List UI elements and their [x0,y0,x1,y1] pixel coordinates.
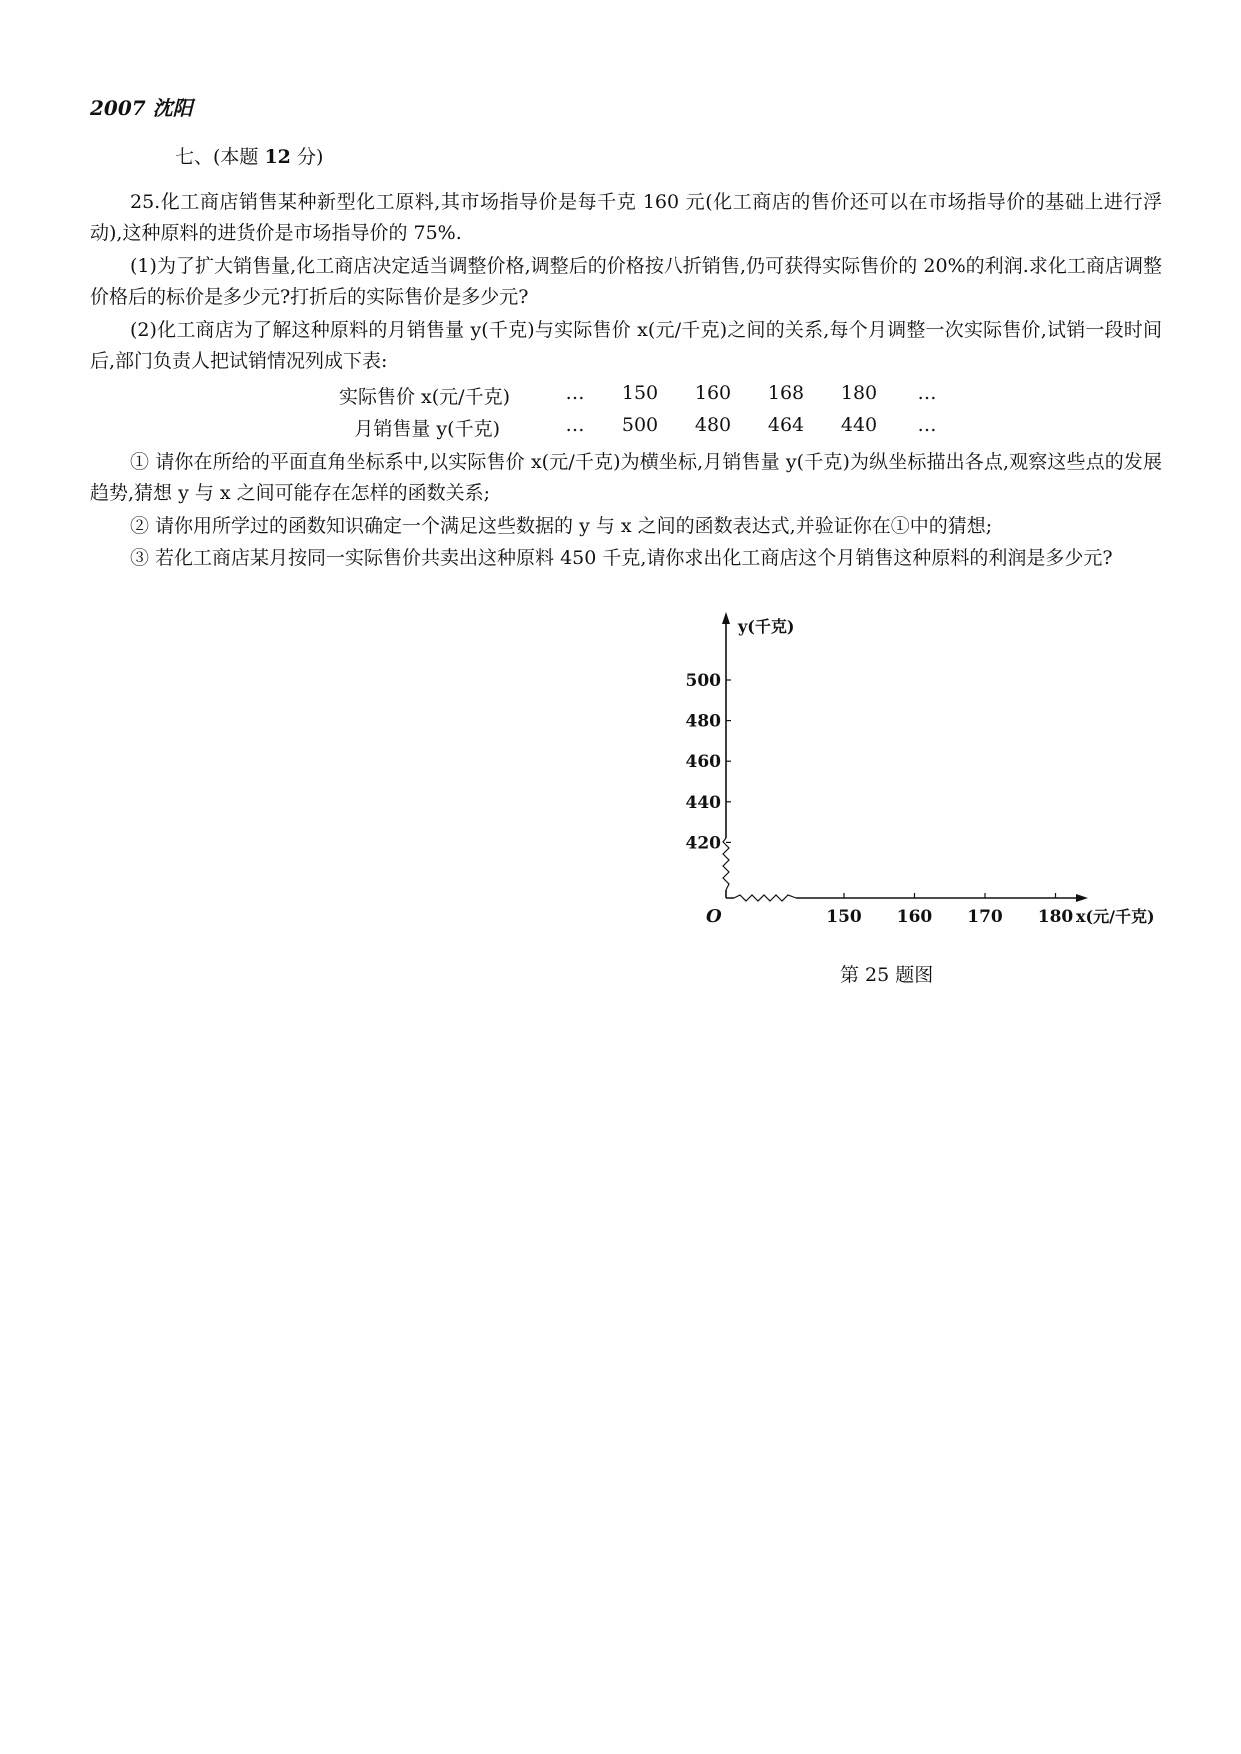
page-header: 2007 沈阳 [90,96,193,120]
table-cell: … [917,414,937,436]
table-row-price [0,382,1241,412]
origin-label: O [706,906,722,927]
table-cell: 150 [621,382,659,404]
table-row-label: 月销售量 y(千克) [354,418,500,440]
problem-intro: 25.化工商店销售某种新型化工原料,其市场指导价是每千克 160 元(化工商店的售价还可以在市场指导价的基础上进行浮动),这种原料的进货价是市场指导价的 75%. [90,191,1162,244]
table-cell: 440 [840,414,878,436]
table-row-sales [0,414,1241,444]
table-cell: 500 [621,414,659,436]
x-tick-label: 160 [896,907,933,927]
question-1: ① 请你在所给的平面直角坐标系中,以实际售价 x(元/千克)为横坐标,月销售量 y(千克)为纵坐标描出各点,观察这些点的发展趋势,猜想 y 与 x 之间可能存在怎样的函数关系; [90,451,1162,504]
x-tick-label: 150 [826,907,862,927]
section-points: 12 [264,146,291,168]
table-cell: 180 [840,382,878,404]
table-cell: 168 [767,382,805,404]
y-tick-label: 480 [685,711,721,732]
y-tick-label: 420 [685,833,721,854]
x-tick-label: 170 [967,907,1003,927]
x-axis-arrow [1076,894,1088,902]
table-cell: 160 [694,382,732,404]
section-title [175,142,323,169]
question-2: ② 请你用所学过的函数知识确定一个满足这些数据的 y 与 x 之间的函数表达式,并验证你在①中的猜想; [130,515,993,537]
problem-part-2: (2)化工商店为了解这种原料的月销售量 y(千克)与实际售价 x(元/千克)之间的关系,每个月调整一次实际售价,试销一段时间后,部门负责人把试销情况列成下表: [90,319,1162,372]
x-axis-label: x(元/千克) [1076,907,1155,926]
y-axis-arrow [722,612,730,624]
x-tick-label: 180 [1037,907,1074,927]
y-tick-label: 460 [685,752,721,773]
question-3: ③ 若化工商店某月按同一实际售价共卖出这种原料 450 千克,请你求出化工商店这个月销售这种原料的利润是多少元? [130,547,1113,569]
problem-part-1: (1)为了扩大销售量,化工商店决定适当调整价格,调整后的价格按八折销售,仍可获得实际售价的 20%的利润.求化工商店调整价格后的标价是多少元?打折后的实际售价是多少元? [90,255,1162,308]
coordinate-chart [680,610,1160,940]
chart-layer [686,612,1155,927]
figure-caption: 第 25 题图 [840,964,934,986]
y-tick-label: 440 [685,792,721,813]
table-cell: … [565,414,585,436]
y-tick-label: 500 [685,671,721,691]
y-axis-label: y(千克) [738,617,795,636]
table-cell: 480 [694,414,732,436]
table-cell: … [917,382,937,404]
table-cell: … [565,382,585,404]
section-prefix: 七、(本题 [175,146,265,168]
table-row-label: 实际售价 x(元/千克) [339,386,510,408]
section-suffix: 分) [290,146,324,168]
table-cell: 464 [767,414,805,436]
